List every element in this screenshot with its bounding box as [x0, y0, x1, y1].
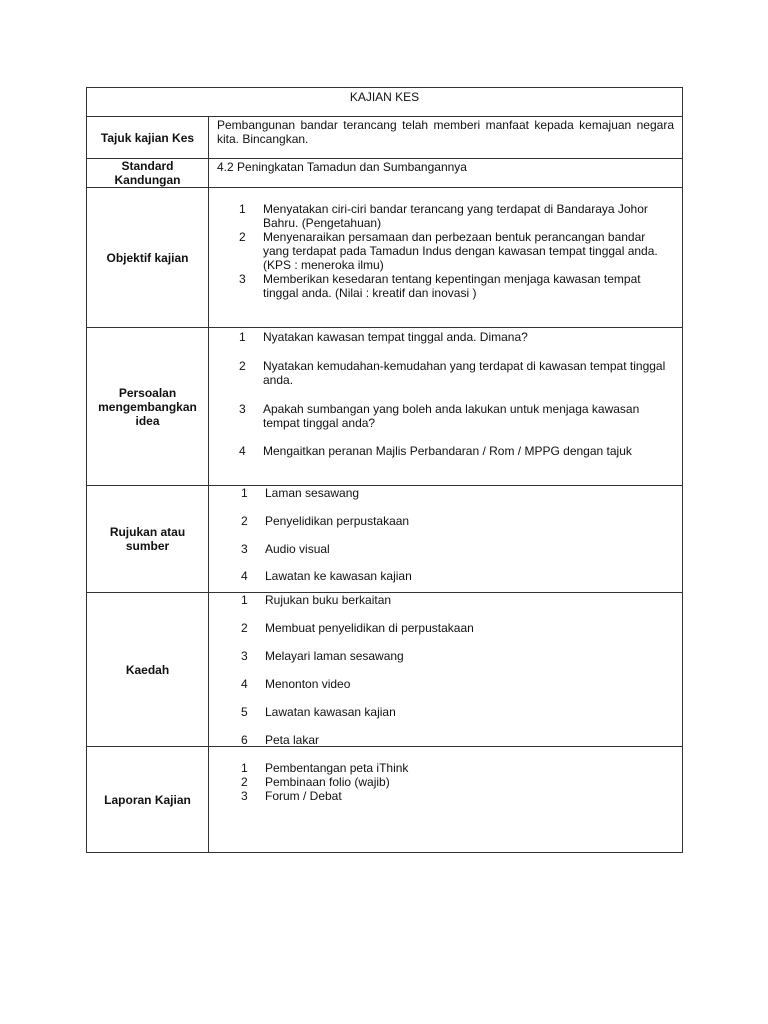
item-number: 1 — [241, 486, 248, 500]
label-tajuk: Tajuk kajian Kes — [87, 117, 209, 158]
item-number: 4 — [241, 677, 248, 691]
label-objektif: Objektif kajian — [87, 188, 209, 327]
item-number: 1 — [239, 330, 246, 344]
table-title: KAJIAN KES — [349, 90, 420, 104]
row-standard — [87, 159, 682, 188]
label-kaedah: Kaedah — [87, 593, 209, 746]
item-text: Nyatakan kawasan tempat tinggal anda. Dimana? — [263, 330, 528, 344]
title-row — [87, 88, 682, 117]
label-persoalan: Persoalan mengembangkan idea — [87, 328, 209, 485]
item-text: Peta lakar — [265, 733, 320, 747]
item-text: Apakah sumbangan yang boleh anda lakukan untuk menjaga kawasan tempat tinggal anda? — [263, 402, 640, 430]
item-text: Mengaitkan peranan Majlis Perbandaran / Rom / MPPG dengan tajuk — [263, 444, 632, 458]
item-number: 2 — [241, 775, 248, 789]
item-text: Melayari laman sesawang — [265, 649, 404, 663]
label-laporan: Laporan Kajian — [87, 747, 209, 852]
content-persoalan — [209, 328, 682, 485]
item-number: 4 — [241, 569, 248, 583]
content-standard — [209, 159, 682, 187]
item-number: 2 — [239, 359, 246, 373]
item-text: Forum / Debat — [265, 789, 342, 803]
content-tajuk — [209, 117, 682, 158]
tajuk-text: Pembangunan bandar terancang telah memberi manfaat kepada kemajuan negara kita. Bincangkan. — [217, 118, 674, 146]
label-standard: Standard Kandungan — [87, 159, 209, 187]
item-number: 1 — [241, 761, 248, 775]
row-objektif — [87, 188, 682, 328]
row-persoalan — [87, 328, 682, 486]
content-laporan — [209, 747, 682, 852]
case-study-table — [86, 87, 683, 853]
item-text: Menonton video — [265, 677, 351, 691]
item-text: Lawatan kawasan kajian — [265, 705, 396, 719]
row-laporan — [87, 747, 682, 852]
item-number: 5 — [241, 705, 248, 719]
item-number: 3 — [241, 542, 248, 556]
item-text: Lawatan ke kawasan kajian — [265, 569, 412, 583]
item-text: Rujukan buku berkaitan — [265, 593, 392, 607]
item-text: Memberikan kesedaran tentang kepentingan menjaga kawasan tempat tinggal anda. (Nilai : kreatif dan inovasi ) — [263, 272, 641, 300]
row-kaedah — [87, 593, 682, 747]
label-rujukan: Rujukan atau sumber — [87, 486, 209, 592]
item-number: 1 — [239, 202, 246, 216]
item-text: Pembinaan folio (wajib) — [265, 775, 390, 789]
item-text: Menyatakan ciri-ciri bandar terancang yang terdapat di Bandaraya Johor Bahru. (Pengetahuan) — [263, 202, 648, 230]
content-rujukan — [209, 486, 682, 592]
content-objektif — [209, 188, 682, 327]
item-text: Membuat penyelidikan di perpustakaan — [265, 621, 474, 635]
item-text: Menyenaraikan persamaan dan perbezaan bentuk perancangan bandar yang terdapat pada Tamadun Indus dengan kawasan tempat tinggal anda. (KPS : meneroka ilmu) — [263, 230, 658, 272]
row-tajuk — [87, 117, 682, 159]
item-number: 2 — [241, 514, 248, 528]
item-number: 2 — [241, 621, 248, 635]
item-text: Penyelidikan perpustakaan — [265, 514, 410, 528]
item-number: 3 — [241, 649, 248, 663]
item-text: Nyatakan kemudahan-kemudahan yang terdapat di kawasan tempat tinggal anda. — [263, 359, 666, 387]
row-rujukan — [87, 486, 682, 593]
item-number: 3 — [239, 272, 246, 286]
item-number: 3 — [239, 402, 246, 416]
item-number: 2 — [239, 230, 246, 244]
item-number: 3 — [241, 789, 248, 803]
content-kaedah — [209, 593, 682, 746]
item-text: Pembentangan peta iThink — [265, 761, 409, 775]
item-number: 6 — [241, 733, 248, 747]
item-number: 4 — [239, 444, 246, 458]
item-text: Laman sesawang — [265, 486, 360, 500]
standard-text: 4.2 Peningkatan Tamadun dan Sumbangannya — [217, 160, 467, 174]
item-text: Audio visual — [265, 542, 330, 556]
item-number: 1 — [241, 593, 248, 607]
